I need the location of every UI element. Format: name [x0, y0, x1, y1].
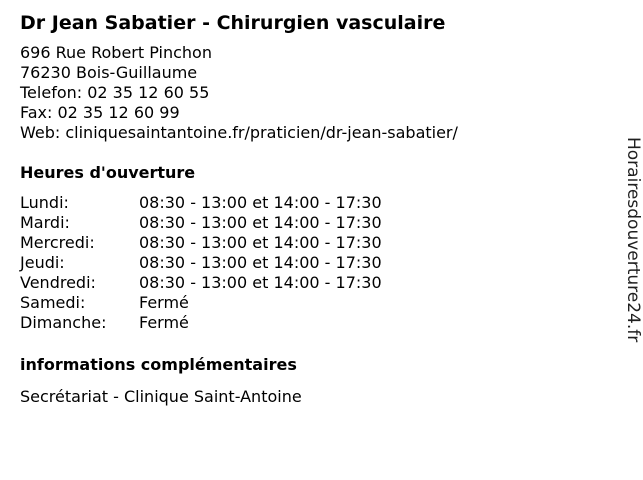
time-value: 08:30 - 13:00 et 14:00 - 17:30 [139, 193, 382, 212]
fax-number: Fax: 02 35 12 60 99 [20, 103, 180, 122]
hours-row-sunday [20, 313, 600, 333]
hours-table [20, 193, 600, 333]
day-label: Lundi: [20, 193, 69, 212]
address-city: 76230 Bois-Guillaume [20, 63, 198, 82]
day-label: Vendredi: [20, 273, 96, 292]
time-value: 08:30 - 13:00 et 14:00 - 17:30 [139, 253, 382, 272]
hours-row-wednesday [20, 233, 600, 253]
time-value: 08:30 - 13:00 et 14:00 - 17:30 [139, 233, 382, 252]
day-label: Jeudi: [20, 253, 65, 272]
extra-info-heading: informations complémentaires [20, 355, 297, 374]
hours-row-tuesday [20, 213, 600, 233]
side-brand-text: Horairesdouverture24.fr [623, 137, 643, 343]
day-label: Dimanche: [20, 313, 107, 332]
day-label: Samedi: [20, 293, 86, 312]
side-brand-watermark [623, 137, 643, 347]
address-block [20, 43, 600, 143]
time-value: Fermé [139, 293, 189, 312]
address-street: 696 Rue Robert Pinchon [20, 43, 212, 62]
phone-number[interactable]: Telefon: 02 35 12 60 55 [20, 83, 210, 102]
time-value: 08:30 - 13:00 et 14:00 - 17:30 [139, 213, 382, 232]
hours-heading: Heures d'ouverture [20, 163, 196, 182]
hours-row-saturday [20, 293, 600, 313]
page-title: Dr Jean Sabatier - Chirurgien vasculaire [20, 12, 446, 34]
day-label: Mercredi: [20, 233, 95, 252]
website-link[interactable]: Web: cliniquesaintantoine.fr/praticien/dr-jean-sabatier/ [20, 123, 458, 142]
time-value: 08:30 - 13:00 et 14:00 - 17:30 [139, 273, 382, 292]
hours-row-thursday [20, 253, 600, 273]
business-card [20, 11, 600, 407]
hours-row-friday [20, 273, 600, 293]
hours-row-monday [20, 193, 600, 213]
extra-info-text: Secrétariat - Clinique Saint-Antoine [20, 387, 302, 406]
time-value: Fermé [139, 313, 189, 332]
day-label: Mardi: [20, 213, 70, 232]
